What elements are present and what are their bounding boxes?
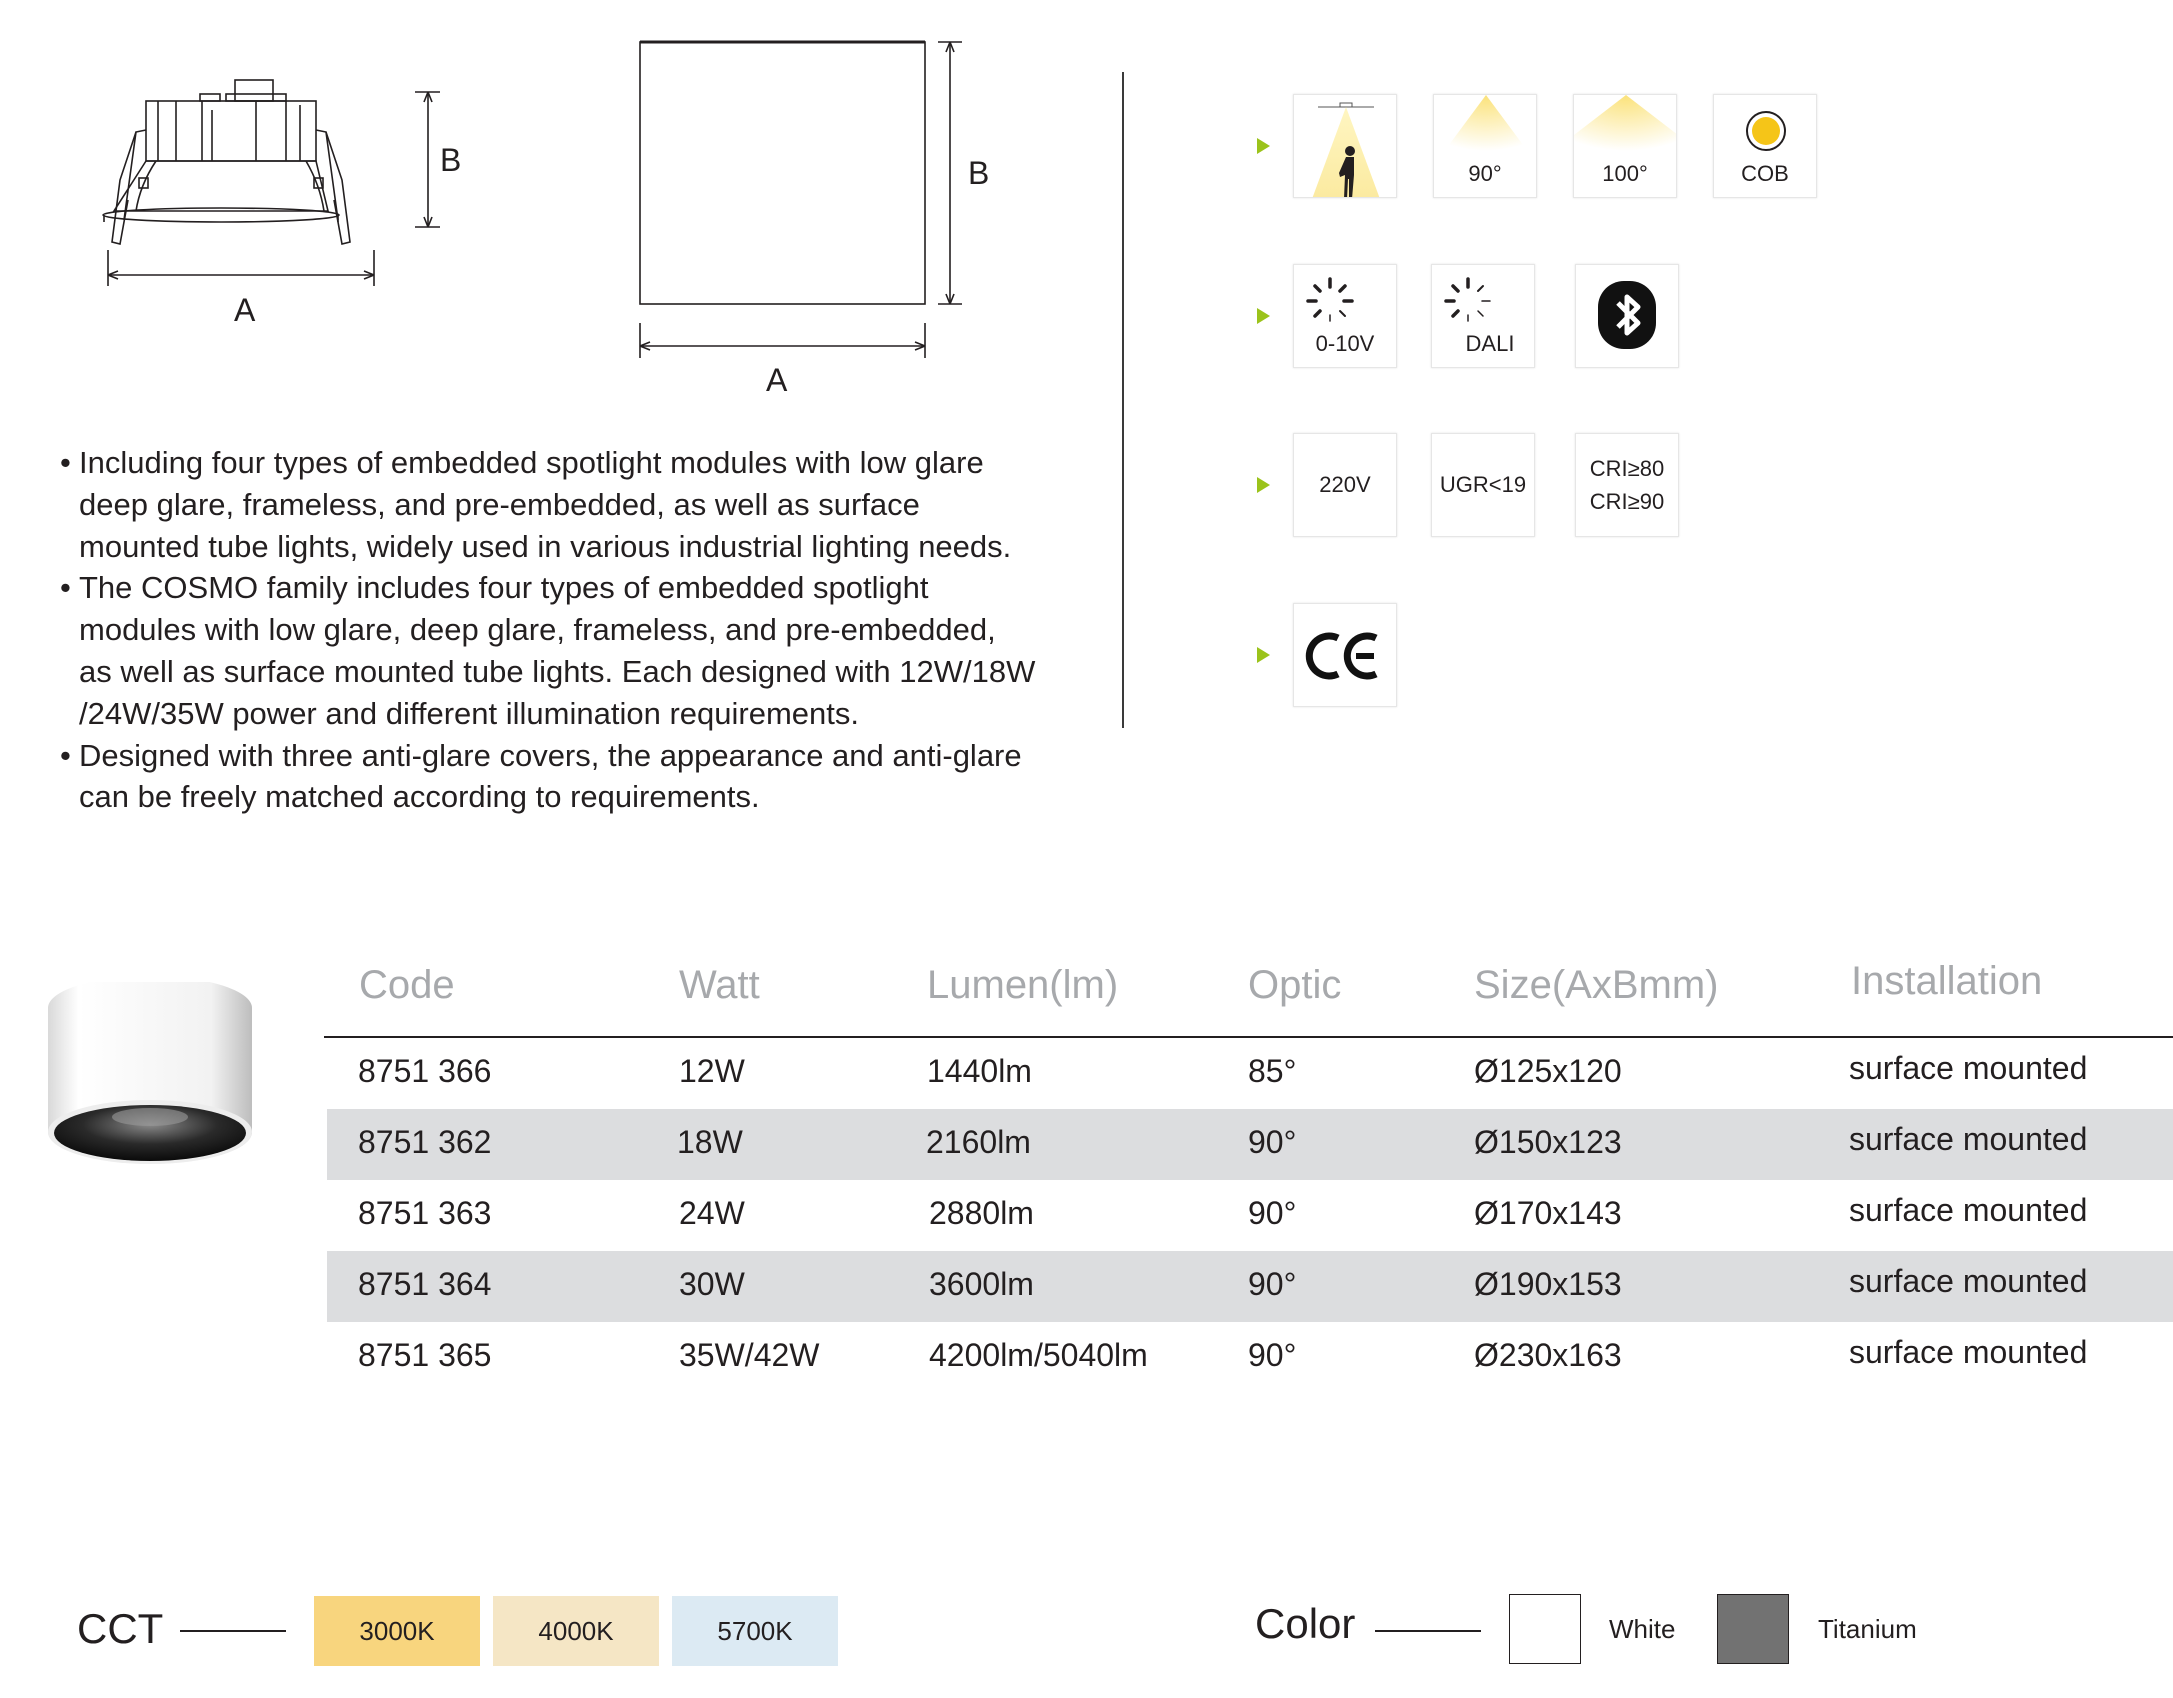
cell-size: Ø170x143 bbox=[1474, 1195, 1622, 1231]
bullet-line: modules with low glare, deep glare, frameless, and pre-embedded, bbox=[79, 612, 996, 648]
description-bullets bbox=[60, 442, 1080, 818]
col-header-lumen: Lumen(lm) bbox=[927, 963, 1119, 1007]
beam-angle-100-icon bbox=[1573, 94, 1677, 198]
ce-mark-icon bbox=[1293, 603, 1397, 707]
cell-code: 8751 365 bbox=[358, 1337, 492, 1373]
color-swatch-white bbox=[1509, 1594, 1581, 1664]
bullet-line: can be freely matched according to requirements. bbox=[79, 779, 760, 815]
cell-optic: 90° bbox=[1248, 1195, 1297, 1231]
chevron-right-icon bbox=[1257, 138, 1270, 154]
color-rule bbox=[1375, 1630, 1481, 1632]
voltage-label: 220V bbox=[1319, 472, 1371, 497]
table-row bbox=[327, 1322, 2173, 1393]
cob-chip-icon bbox=[1713, 94, 1817, 198]
table-row bbox=[327, 1180, 2173, 1251]
cell-lumen: 4200lm/5040lm bbox=[929, 1337, 1148, 1373]
cob-label: COB bbox=[1741, 161, 1789, 186]
cell-installation: surface mounted bbox=[1849, 1050, 2088, 1086]
person-under-light-icon bbox=[1293, 94, 1397, 198]
cell-installation: surface mounted bbox=[1849, 1121, 2088, 1157]
bullet-item bbox=[60, 735, 1080, 819]
cct-option-3000k bbox=[314, 1596, 480, 1666]
bullet-line: deep glare, frameless, and pre-embedded, as well as surface bbox=[79, 486, 920, 522]
col-header-watt: Watt bbox=[679, 963, 760, 1007]
chevron-right-icon bbox=[1257, 477, 1270, 493]
beam-angle-90-icon bbox=[1433, 94, 1537, 198]
cell-code: 8751 364 bbox=[358, 1266, 492, 1302]
bullet-dot: • bbox=[60, 445, 71, 480]
col-header-optic: Optic bbox=[1248, 963, 1342, 1007]
cell-watt: 18W bbox=[677, 1124, 743, 1160]
color-label-titanium: Titanium bbox=[1818, 1614, 1917, 1644]
cct-title: CCT bbox=[77, 1605, 164, 1652]
table-row bbox=[327, 1109, 2173, 1180]
bullet-item bbox=[60, 442, 1080, 567]
cell-watt: 12W bbox=[679, 1053, 745, 1089]
cri-90-label: CRI≥90 bbox=[1589, 489, 1665, 514]
bullet-line: Designed with three anti-glare covers, the appearance and anti-glare bbox=[79, 737, 1022, 773]
cell-optic: 85° bbox=[1248, 1053, 1297, 1089]
voltage-badge bbox=[1293, 433, 1397, 537]
cell-lumen: 2160lm bbox=[926, 1124, 1031, 1160]
ugr-badge bbox=[1431, 433, 1535, 537]
color-title: Color bbox=[1255, 1600, 1356, 1647]
ugr-label: UGR<19 bbox=[1439, 472, 1527, 497]
cri-80-label: CRI≥80 bbox=[1589, 456, 1665, 481]
cell-optic: 90° bbox=[1248, 1337, 1297, 1373]
cell-optic: 90° bbox=[1248, 1124, 1297, 1160]
cell-installation: surface mounted bbox=[1849, 1334, 2088, 1370]
cct-option-label: 3000K bbox=[359, 1615, 435, 1646]
cell-installation: surface mounted bbox=[1849, 1263, 2088, 1299]
bullet-line: The COSMO family includes four types of embedded spotlight bbox=[79, 570, 929, 606]
col-header-code: Code bbox=[359, 963, 455, 1007]
chevron-right-icon bbox=[1257, 647, 1270, 663]
product-image bbox=[44, 982, 256, 1194]
beam-angle-90-label: 90° bbox=[1468, 161, 1502, 186]
bullet-dot: • bbox=[60, 737, 71, 773]
recessed-height-label: B bbox=[440, 142, 462, 178]
color-label-white: White bbox=[1609, 1614, 1676, 1644]
bullet-line: Including four types of embedded spotlight modules with low glare bbox=[79, 445, 984, 480]
cell-code: 8751 363 bbox=[358, 1195, 492, 1231]
bullet-line: mounted tube lights, widely used in various industrial lighting needs. bbox=[79, 528, 1012, 564]
cell-lumen: 1440lm bbox=[927, 1053, 1032, 1089]
cell-watt: 35W/42W bbox=[679, 1337, 820, 1373]
surface-height-label: B bbox=[968, 155, 990, 191]
cct-option-4000k bbox=[493, 1596, 659, 1666]
cell-optic: 90° bbox=[1248, 1266, 1297, 1302]
cct-rule bbox=[180, 1630, 286, 1632]
chevron-right-icon bbox=[1257, 308, 1270, 324]
bluetooth-icon bbox=[1575, 264, 1679, 368]
dimming-0-10v-icon bbox=[1293, 264, 1397, 368]
cell-size: Ø150x123 bbox=[1474, 1124, 1622, 1160]
dimming-dali-label: DALI bbox=[1465, 331, 1515, 356]
bullet-dot: • bbox=[60, 570, 71, 606]
cell-code: 8751 362 bbox=[358, 1124, 492, 1160]
vertical-divider bbox=[1122, 72, 1124, 728]
cell-size: Ø230x163 bbox=[1474, 1337, 1622, 1373]
surface-drawing bbox=[630, 36, 970, 366]
cell-watt: 30W bbox=[679, 1266, 745, 1302]
col-header-installation: Installation bbox=[1851, 959, 2043, 1003]
cct-option-label: 5700K bbox=[717, 1615, 793, 1646]
dimming-0-10v-label: 0-10V bbox=[1315, 331, 1375, 356]
cct-option-label: 4000K bbox=[538, 1615, 614, 1646]
recessed-width-label: A bbox=[234, 292, 256, 328]
table-row bbox=[327, 1251, 2173, 1322]
cell-installation: surface mounted bbox=[1849, 1192, 2088, 1228]
col-header-size: Size(AxBmm) bbox=[1474, 963, 1719, 1007]
cylinder-downlight-icon bbox=[44, 982, 256, 1194]
cell-code: 8751 366 bbox=[358, 1053, 492, 1089]
cell-watt: 24W bbox=[679, 1195, 745, 1231]
recessed-drawing bbox=[80, 60, 480, 340]
surface-width-label: A bbox=[766, 362, 788, 398]
beam-angle-100-label: 100° bbox=[1602, 161, 1648, 186]
cell-lumen: 2880lm bbox=[929, 1195, 1034, 1231]
bullet-line: as well as surface mounted tube lights. Each designed with 12W/18W bbox=[79, 653, 1036, 689]
recessed-downlight-drawing bbox=[80, 60, 480, 340]
bullet-item bbox=[60, 567, 1080, 734]
cct-option-5700k bbox=[672, 1596, 838, 1666]
cell-size: Ø190x153 bbox=[1474, 1266, 1622, 1302]
cell-size: Ø125x120 bbox=[1474, 1053, 1622, 1089]
bullet-line: /24W/35W power and different illumination requirements. bbox=[79, 695, 859, 731]
surface-downlight-drawing bbox=[630, 36, 970, 366]
cell-lumen: 3600lm bbox=[929, 1266, 1034, 1302]
color-swatch-titanium bbox=[1717, 1594, 1789, 1664]
dimming-dali-icon bbox=[1431, 264, 1535, 368]
cri-badge bbox=[1575, 433, 1679, 537]
table-row bbox=[327, 1038, 2173, 1109]
